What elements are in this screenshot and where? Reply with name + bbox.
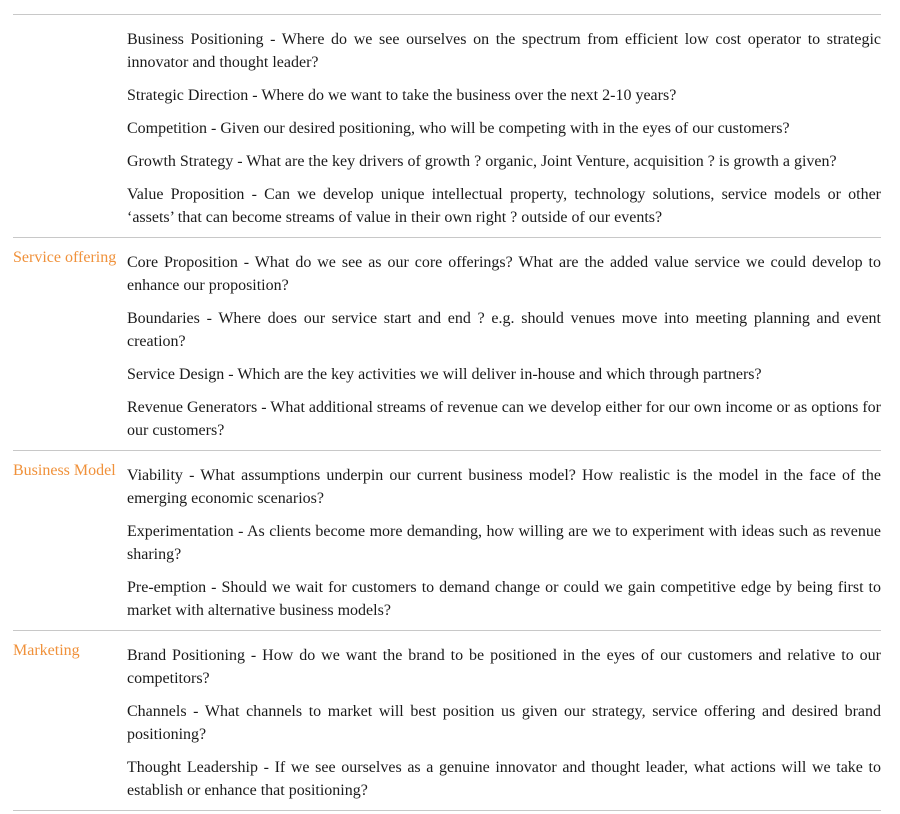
question-core-proposition: Core Proposition - What do we see as our core offerings? What are the added value service we could develop to enhance our proposition? <box>127 254 881 294</box>
question-growth-strategy: Growth Strategy - What are the key drivers of growth ? organic, Joint Venture, acquisition ? is growth a given? <box>127 153 837 170</box>
question-brand-positioning: Brand Positioning - How do we want the brand to be positioned in the eyes of our customers and relative to our competitors? <box>127 647 881 687</box>
section-label-service-offering: Service offering <box>13 238 127 451</box>
section-business-model <box>13 451 881 631</box>
question-thought-leadership: Thought Leadership - If we see ourselves as a genuine innovator and thought leader, what actions will we take to establish or enhance that positioning? <box>127 759 881 799</box>
question-competition: Competition - Given our desired positioning, who will be competing with in the eyes of our customers? <box>127 120 790 137</box>
question-service-design: Service Design - Which are the key activities we will deliver in-house and which through partners? <box>127 366 762 383</box>
section-strategy <box>13 15 881 238</box>
question-strategic-direction: Strategic Direction - Where do we want to take the business over the next 2-10 years? <box>127 87 677 104</box>
section-label-marketing: Marketing <box>13 631 127 811</box>
section-label <box>13 15 127 238</box>
section-label-business-model: Business Model <box>13 451 127 631</box>
strategy-questions-table <box>13 14 881 811</box>
question-pre-emption: Pre-emption - Should we wait for customers to demand change or could we gain competitive edge by being first to market with alternative business models? <box>127 579 881 619</box>
question-viability: Viability - What assumptions underpin our current business model? How realistic is the model in the face of the emerging economic scenarios? <box>127 467 881 507</box>
question-value-proposition: Value Proposition - Can we develop unique intellectual property, technology solutions, service models or other ‘assets’ that can become streams of value in their own right ? outside of our events? <box>127 186 881 226</box>
question-experimentation: Experimentation - As clients become more demanding, how willing are we to experiment with ideas such as revenue sharing? <box>127 523 881 563</box>
question-channels: Channels - What channels to market will best position us given our strategy, service offering and desired brand positioning? <box>127 703 881 743</box>
question-boundaries: Boundaries - Where does our service start and end ? e.g. should venues move into meeting planning and event creation? <box>127 310 881 350</box>
section-service-offering <box>13 238 881 451</box>
section-marketing <box>13 631 881 811</box>
question-business-positioning: Business Positioning - Where do we see ourselves on the spectrum from efficient low cost operator to strategic innovator and thought leader? <box>127 31 881 71</box>
question-revenue-generators: Revenue Generators - What additional streams of revenue can we develop either for our own income or as options for our customers? <box>127 399 881 439</box>
